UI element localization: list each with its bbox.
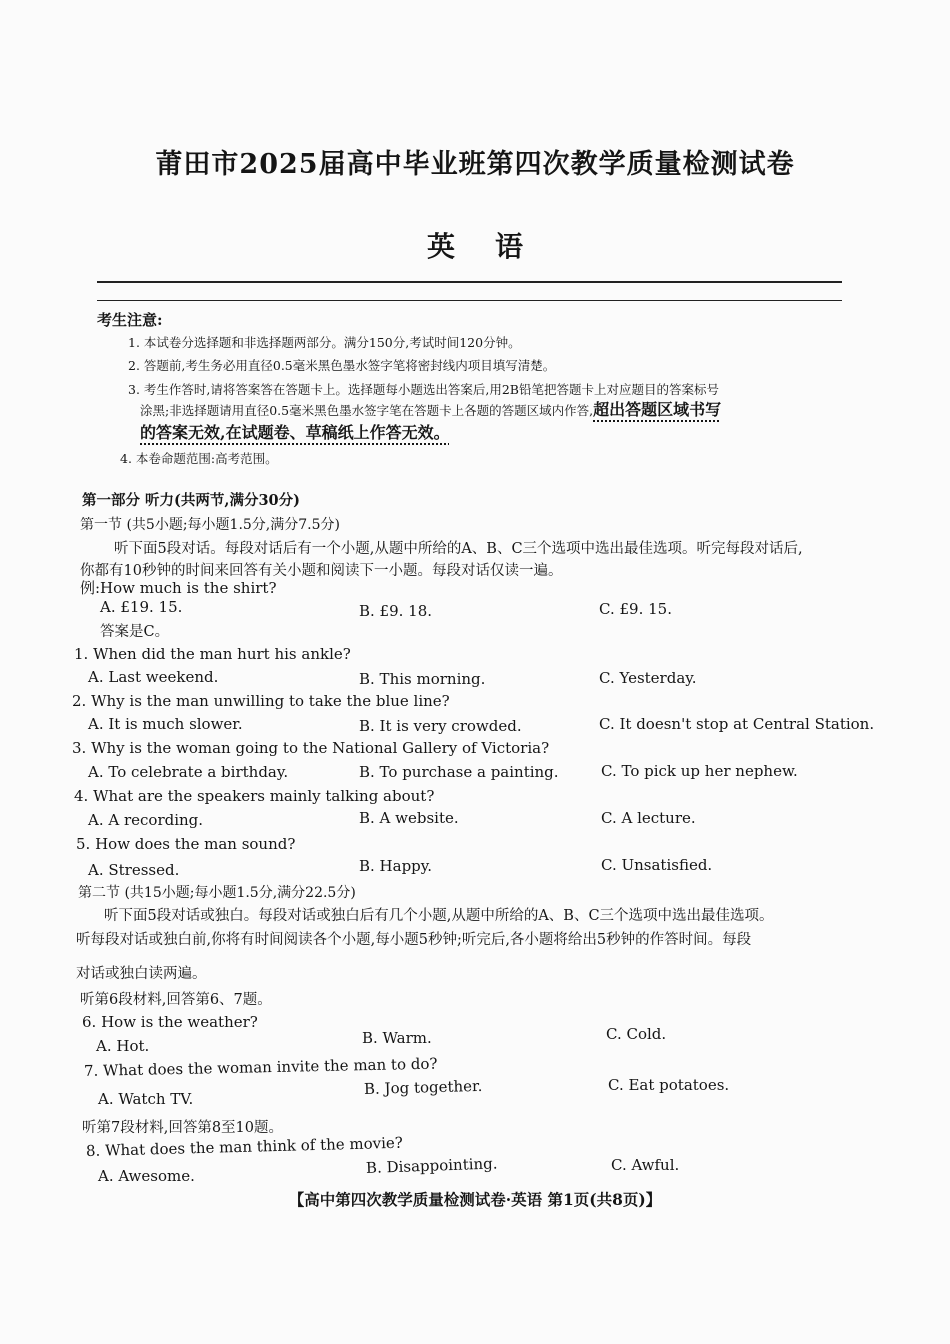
question-7-option-c: C. Eat potatoes. [608, 1076, 730, 1094]
question-4-option-c: C. A lecture. [601, 809, 696, 827]
example-answer: 答案是C。 [100, 624, 170, 640]
question-6-option-c: C. Cold. [606, 1025, 667, 1043]
question-8-option-c: C. Awful. [611, 1156, 680, 1174]
question-5: 5. How does the man sound? [76, 835, 296, 853]
notice-item-3b-emphasis: 超出答题区域书写 [593, 400, 722, 419]
example-option-b: B. £9. 18. [359, 602, 433, 620]
example-option-a: A. £19. 15. [100, 598, 183, 616]
part1-heading: 第一部分 听力(共两节,满分30分) [82, 492, 300, 509]
section2-intro-2: 听每段对话或独白前,你将有时间阅读各个小题,每小题5秒钟;听完后,各小题将给出5秒钟的作答时间。每段 [76, 932, 752, 948]
notice-item-2: 2. 答题前,考生务必用直径0.5毫米黑色墨水签字笔将密封线内项目填写清楚。 [128, 358, 556, 373]
exam-title: 莆田市2025届高中毕业班第四次教学质量检测试卷 [155, 149, 795, 180]
material-7-heading: 听第7段材料,回答第8至10题。 [82, 1120, 284, 1136]
notice-item-4: 4. 本卷命题范围:高考范围。 [120, 451, 278, 466]
question-8-option-b: B. Disappointing. [365, 1154, 498, 1177]
notice-item-3c-emphasis: 的答案无效,在试题卷、草稿纸上作答无效。 [140, 423, 450, 442]
question-7-option-a: A. Watch TV. [98, 1090, 194, 1108]
page-footer: 【高中第四次教学质量检测试卷·英语 第1页(共8页)】 [288, 1190, 662, 1209]
title-rule-top [97, 281, 842, 283]
notice-item-3a: 3. 考生作答时,请将答案答在答题卡上。选择题每小题选出答案后,用2B铅笔把答题卡上对应题目的答案标号 [128, 382, 719, 397]
question-1: 1. When did the man hurt his ankle? [74, 645, 351, 663]
question-2-option-b: B. It is very crowded. [359, 717, 522, 735]
section2-intro-3: 对话或独白读两遍。 [76, 966, 207, 982]
question-4: 4. What are the speakers mainly talking about? [74, 787, 435, 805]
question-2-option-a: A. It is much slower. [88, 715, 243, 733]
question-7: 7. What does the woman invite the man to do? [83, 1054, 438, 1080]
subject-title: 英语 [426, 230, 563, 263]
question-6: 6. How is the weather? [82, 1013, 258, 1031]
question-8-option-a: A. Awesome. [98, 1167, 195, 1185]
section1-heading: 第一节 (共5小题;每小题1.5分,满分7.5分) [80, 517, 340, 533]
question-2-option-c: C. It doesn't stop at Central Station. [599, 715, 875, 733]
notice-heading: 考生注意: [97, 311, 163, 329]
question-6-option-b: B. Warm. [362, 1029, 432, 1047]
question-5-option-b: B. Happy. [359, 857, 433, 875]
notice-item-1: 1. 本试卷分选择题和非选择题两部分。满分150分,考试时间120分钟。 [128, 335, 521, 350]
question-1-option-b: B. This morning. [359, 670, 486, 688]
section1-intro-1: 听下面5段对话。每段对话后有一个小题,从题中所给的A、B、C三个选项中选出最佳选项。听完每段对话后, [114, 541, 803, 557]
question-5-option-c: C. Unsatisfied. [601, 856, 713, 874]
question-4-option-b: B. A website. [359, 809, 459, 827]
question-1-option-c: C. Yesterday. [599, 669, 697, 687]
question-3-option-a: A. To celebrate a birthday. [88, 763, 289, 781]
question-4-option-a: A. A recording. [88, 811, 204, 829]
question-7-option-b: B. Jog together. [363, 1076, 483, 1098]
notice-item-3b-line [140, 397, 721, 420]
question-6-option-a: A. Hot. [96, 1037, 150, 1055]
example-question: 例:How much is the shirt? [80, 579, 277, 597]
title-rule-bottom [97, 300, 842, 301]
notice-item-3b: 涂黑;非选择题请用直径0.5毫米黑色墨水签字笔在答题卡上各题的答题区域内作答, [140, 403, 594, 418]
question-8: 8. What does the man think of the movie? [85, 1133, 404, 1160]
question-1-option-a: A. Last weekend. [88, 668, 219, 686]
material-6-heading: 听第6段材料,回答第6、7题。 [80, 992, 272, 1008]
section1-intro-2: 你都有10秒钟的时间来回答有关小题和阅读下一小题。每段对话仅读一遍。 [80, 563, 563, 579]
question-2: 2. Why is the man unwilling to take the blue line? [72, 692, 450, 710]
question-3: 3. Why is the woman going to the National Gallery of Victoria? [72, 739, 550, 757]
question-5-option-a: A. Stressed. [88, 861, 180, 879]
section2-heading: 第二节 (共15小题;每小题1.5分,满分22.5分) [78, 885, 356, 901]
question-3-option-b: B. To purchase a painting. [359, 763, 559, 781]
section2-intro-1: 听下面5段对话或独白。每段对话或独白后有几个小题,从题中所给的A、B、C三个选项中选出最佳选项。 [104, 908, 774, 924]
example-option-c: C. £9. 15. [599, 600, 672, 618]
question-3-option-c: C. To pick up her nephew. [601, 762, 798, 780]
